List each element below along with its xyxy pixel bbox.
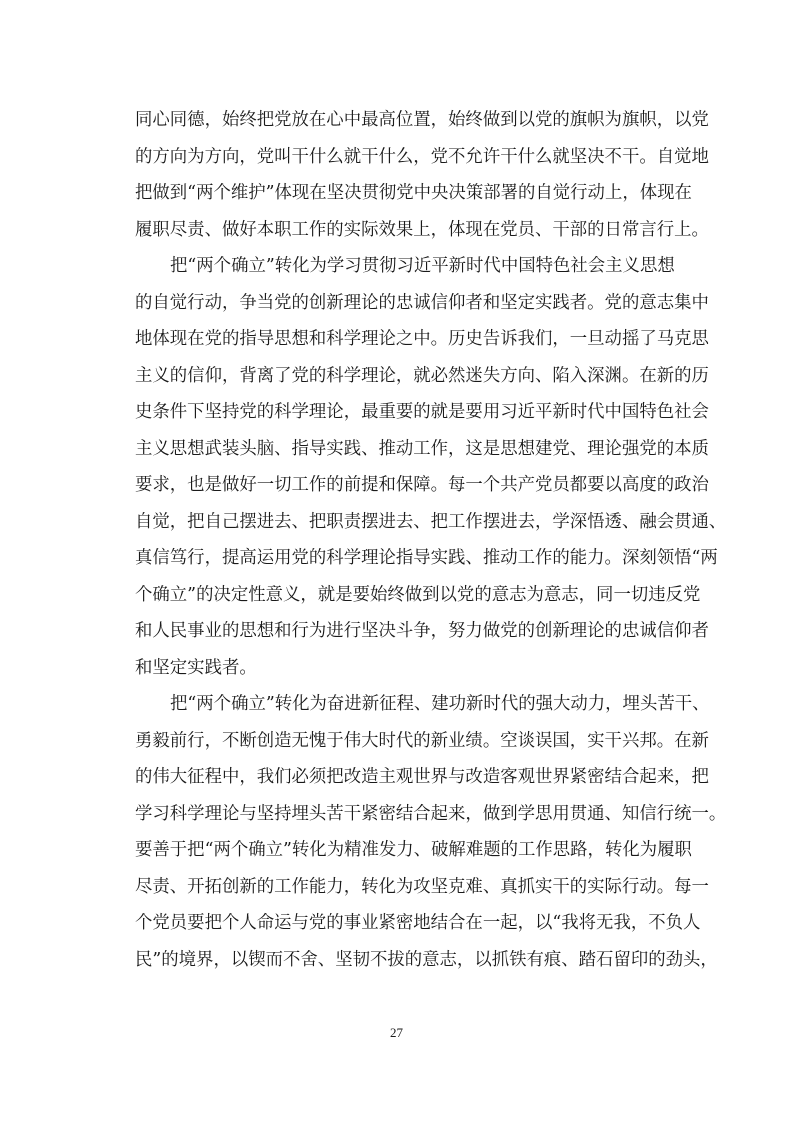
text-line: 自觉，把自己摆进去、把职责摆进去、把工作摆进去，学深悟透、融会贯通、: [135, 511, 727, 532]
text-line: 尽责、开拓创新的工作能力，转化为攻坚克难、真抓实干的实际行动。每一: [135, 876, 709, 897]
text-line: 主义思想武装头脑、指导实践、推动工作，这是思想建党、理论强党的本质: [135, 438, 709, 459]
page-number: 27: [390, 1025, 403, 1040]
text-line: 勇毅前行，不断创造无愧于伟大时代的新业绩。空谈误国，实干兴邦。在新: [135, 730, 709, 751]
text-line: 的伟大征程中，我们必须把改造主观世界与改造客观世界紧密结合起来，把: [135, 767, 709, 787]
paragraph-start-line: 把“两个确立”转化为奋进新征程、建功新时代的强大动力，埋头苦干、: [170, 694, 710, 714]
text-line: 和人民事业的思想和行为进行坚决斗争，努力做党的创新理论的忠诚信仰者: [135, 621, 709, 641]
text-line: 学习科学理论与坚持埋头苦干紧密结合起来，做到学思用贯通、知信行统一。: [135, 803, 727, 824]
text-line: 履职尽责、做好本职工作的实际效果上，体现在党员、干部的日常言行上。: [135, 219, 709, 240]
text-line: 要求，也是做好一切工作的前提和保障。每一个共产党员都要以高度的政治: [135, 475, 709, 495]
paragraph-start-line: 把“两个确立”转化为学习贯彻习近平新时代中国特色社会主义思想: [170, 256, 675, 276]
body-text: [135, 102, 727, 978]
text-line: 的自觉行动，争当党的创新理论的忠诚信仰者和坚定实践者。党的意志集中: [135, 292, 709, 313]
text-line: 地体现在党的指导思想和科学理论之中。历史告诉我们，一旦动摇了马克思: [135, 329, 709, 349]
text-line: 个党员要把个人命运与党的事业紧密地结合在一起，以“我将无我，不负人: [135, 913, 701, 933]
text-line: 民”的境界，以锲而不舍、坚韧不拔的意志，以抓铁有痕、踏石留印的劲头，: [135, 949, 718, 970]
text-line: 主义的信仰，背离了党的科学理论，就必然迷失方向、陷入深渊。在新的历: [135, 365, 709, 386]
text-line: 把做到“两个维护”体现在坚决贯彻党中央决策部署的自觉行动上，体现在: [135, 183, 692, 203]
text-line: 和坚定实践者。: [135, 657, 257, 678]
text-line: 个确立”的决定性意义，就是要始终做到以党的意志为意志，同一切违反党: [135, 584, 701, 605]
text-line: 史条件下坚持党的科学理论，最重要的就是要用习近平新时代中国特色社会: [135, 402, 709, 422]
text-line: 要善于把“两个确立”转化为精准发力、破解难题的工作思路，转化为履职: [135, 840, 692, 860]
text-line: 真信笃行，提高运用党的科学理论指导实践、推动工作的能力。深刻领悟“两: [135, 548, 718, 568]
text-line: 同心同德，始终把党放在心中最高位置，始终做到以党的旗帜为旗帜，以党: [135, 110, 709, 130]
text-line: 的方向为方向，党叫干什么就干什么，党不允许干什么就坚决不干。自觉地: [135, 146, 709, 167]
